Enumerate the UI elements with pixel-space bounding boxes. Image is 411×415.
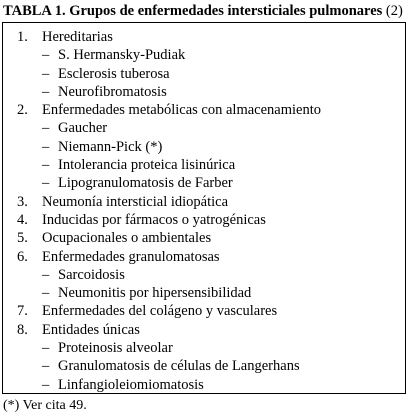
- dash-bullet: –: [42, 138, 50, 155]
- group-number: 5.: [17, 230, 28, 247]
- group-name: Inducidas por fármacos o yatrogénicas: [42, 211, 266, 228]
- table-footnote: (*) Ver cita 49.: [3, 398, 87, 413]
- subitem: [42, 266, 321, 284]
- list-item: [17, 229, 321, 247]
- subitem-list: [17, 339, 321, 394]
- list-item: [17, 101, 321, 192]
- subitem: [42, 156, 321, 174]
- list-item: [17, 248, 321, 303]
- subitem-list: [17, 119, 321, 192]
- subitem-text: Gaucher: [58, 120, 108, 137]
- group-number: 3.: [17, 193, 28, 210]
- dash-bullet: –: [42, 358, 50, 375]
- group-number: 7.: [17, 303, 28, 320]
- table-label: TABLA 1.: [3, 3, 66, 19]
- subitem: [42, 357, 321, 375]
- dash-bullet: –: [42, 175, 50, 192]
- list-item: [17, 211, 321, 229]
- subitem: [42, 376, 321, 394]
- dash-bullet: –: [42, 83, 50, 100]
- subitem-text: Linfangioleiomiomatosis: [58, 376, 204, 393]
- group-number: 6.: [17, 248, 28, 265]
- group-name: Ocupacionales o ambientales: [42, 230, 212, 247]
- dash-bullet: –: [42, 157, 50, 174]
- group-number: 1.: [17, 29, 28, 45]
- group-row: [17, 211, 321, 229]
- subitem: [42, 119, 321, 137]
- dash-bullet: –: [42, 266, 50, 283]
- group-row: [17, 248, 321, 266]
- subitem-text: Sarcoidosis: [58, 266, 125, 283]
- group-name: Enfermedades metabólicas con almacenamiento: [42, 102, 321, 119]
- subitem: [42, 284, 321, 302]
- table-box: [2, 22, 406, 394]
- group-row: [17, 101, 321, 119]
- subitem-text: Esclerosis tuberosa: [58, 65, 170, 82]
- subitem: [42, 46, 321, 64]
- subitem-text: Neurofibromatosis: [58, 83, 167, 100]
- group-row: [17, 302, 321, 320]
- group-row: [17, 28, 321, 46]
- subitem-text: S. Hermansky-Pudiak: [58, 47, 186, 64]
- subitem-text: Niemann-Pick (*): [58, 138, 163, 155]
- group-number: 2.: [17, 102, 28, 119]
- subitem-text: Neumonitis por hipersensibilidad: [58, 285, 252, 302]
- subitem-text: Intolerancia proteica lisinúrica: [58, 157, 236, 174]
- group-name: Enfermedades granulomatosas: [42, 248, 220, 265]
- subitem-list: [17, 46, 321, 101]
- dash-bullet: –: [42, 376, 50, 393]
- group-name: Enfermedades del colágeno y vasculares: [42, 303, 278, 320]
- subitem-text: Granulomatosis de células de Langerhans: [58, 358, 300, 375]
- dash-bullet: –: [42, 47, 50, 64]
- dash-bullet: –: [42, 285, 50, 302]
- dash-bullet: –: [42, 65, 50, 82]
- table-caption: [3, 2, 403, 20]
- subitem: [42, 138, 321, 156]
- list-item: [17, 302, 321, 320]
- group-row: [17, 193, 321, 211]
- dash-bullet: –: [42, 340, 50, 357]
- list-item: [17, 28, 321, 101]
- subitem-text: Lipogranulomatosis de Farber: [58, 175, 233, 192]
- subitem-text: Proteinosis alveolar: [58, 340, 173, 357]
- list-item: [17, 193, 321, 211]
- group-row: [17, 321, 321, 339]
- group-name: Entidades únicas: [42, 321, 140, 338]
- group-number: 8.: [17, 321, 28, 338]
- subitem: [42, 339, 321, 357]
- subitem: [42, 83, 321, 101]
- list-item: [17, 321, 321, 394]
- group-name: Hereditarias: [42, 29, 113, 45]
- dash-bullet: –: [42, 120, 50, 137]
- table-title: Grupos de enfermedades intersticiales pulmonares: [69, 3, 383, 19]
- disease-groups-list: [17, 28, 321, 394]
- group-row: [17, 229, 321, 247]
- group-number: 4.: [17, 211, 28, 228]
- subitem: [42, 174, 321, 192]
- table-reference: (2): [385, 3, 403, 19]
- subitem: [42, 65, 321, 83]
- group-name: Neumonía intersticial idiopática: [42, 193, 229, 210]
- subitem-list: [17, 266, 321, 303]
